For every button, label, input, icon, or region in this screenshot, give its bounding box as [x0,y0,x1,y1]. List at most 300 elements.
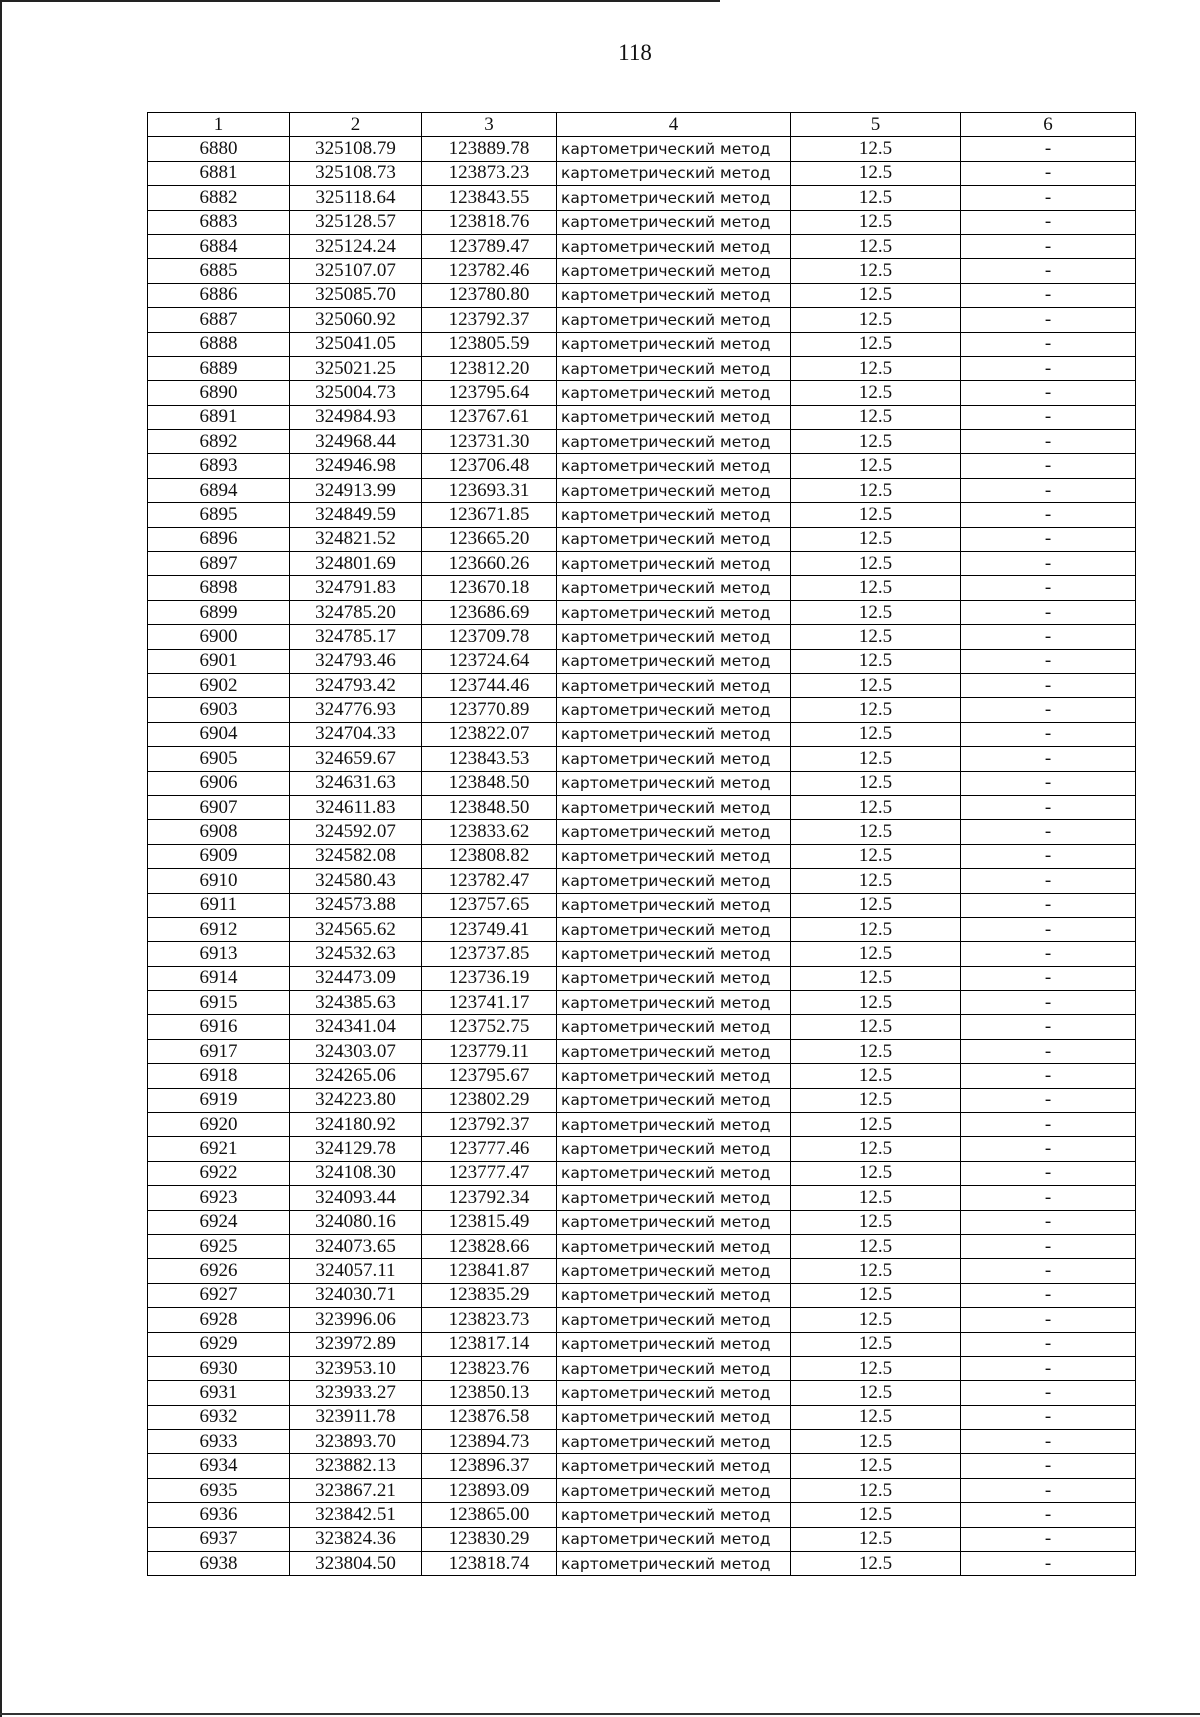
x-coordinate-cell: 325021.25 [290,356,422,380]
y-coordinate-cell: 123896.37 [422,1454,557,1478]
note-cell: - [961,820,1136,844]
accuracy-cell: 12.5 [791,552,961,576]
note-cell: - [961,1064,1136,1088]
note-cell: - [961,1381,1136,1405]
point-number-cell: 6916 [148,1015,290,1039]
accuracy-cell: 12.5 [791,917,961,941]
y-coordinate-cell: 123830.29 [422,1527,557,1551]
point-number-cell: 6905 [148,747,290,771]
accuracy-cell: 12.5 [791,942,961,966]
method-cell: картометрический метод [557,137,791,161]
x-coordinate-cell: 324611.83 [290,795,422,819]
point-number-cell: 6908 [148,820,290,844]
point-number-cell: 6889 [148,356,290,380]
table-row [148,454,1136,478]
table-row [148,1259,1136,1283]
y-coordinate-cell: 123841.87 [422,1259,557,1283]
method-cell: картометрический метод [557,820,791,844]
y-coordinate-cell: 123724.64 [422,649,557,673]
accuracy-cell: 12.5 [791,1137,961,1161]
y-coordinate-cell: 123777.46 [422,1137,557,1161]
method-cell: картометрический метод [557,1210,791,1234]
y-coordinate-cell: 123782.46 [422,259,557,283]
accuracy-cell: 12.5 [791,1161,961,1185]
method-cell: картометрический метод [557,1454,791,1478]
y-coordinate-cell: 123865.00 [422,1503,557,1527]
table-row [148,869,1136,893]
table-row [148,527,1136,551]
note-cell: - [961,1161,1136,1185]
x-coordinate-cell: 325124.24 [290,234,422,258]
x-coordinate-cell: 323867.21 [290,1478,422,1502]
accuracy-cell: 12.5 [791,1259,961,1283]
y-coordinate-cell: 123822.07 [422,722,557,746]
table-row [148,552,1136,576]
x-coordinate-cell: 325041.05 [290,332,422,356]
note-cell: - [961,771,1136,795]
accuracy-cell: 12.5 [791,771,961,795]
method-cell: картометрический метод [557,405,791,429]
x-coordinate-cell: 324793.46 [290,649,422,673]
accuracy-cell: 12.5 [791,161,961,185]
y-coordinate-cell: 123780.80 [422,283,557,307]
point-number-cell: 6937 [148,1527,290,1551]
point-number-cell: 6918 [148,1064,290,1088]
accuracy-cell: 12.5 [791,820,961,844]
method-cell: картометрический метод [557,1039,791,1063]
accuracy-cell: 12.5 [791,600,961,624]
y-coordinate-cell: 123833.62 [422,820,557,844]
x-coordinate-cell: 324057.11 [290,1259,422,1283]
point-number-cell: 6929 [148,1332,290,1356]
method-cell: картометрический метод [557,966,791,990]
table-row [148,1356,1136,1380]
y-coordinate-cell: 123889.78 [422,137,557,161]
x-coordinate-cell: 324968.44 [290,430,422,454]
method-cell: картометрический метод [557,869,791,893]
method-cell: картометрический метод [557,1332,791,1356]
column-header-1: 1 [148,113,290,137]
method-cell: картометрический метод [557,552,791,576]
method-cell: картометрический метод [557,1381,791,1405]
point-number-cell: 6887 [148,308,290,332]
y-coordinate-cell: 123709.78 [422,625,557,649]
note-cell: - [961,527,1136,551]
point-number-cell: 6900 [148,625,290,649]
note-cell: - [961,161,1136,185]
note-cell: - [961,283,1136,307]
x-coordinate-cell: 325085.70 [290,283,422,307]
y-coordinate-cell: 123767.61 [422,405,557,429]
point-number-cell: 6936 [148,1503,290,1527]
method-cell: картометрический метод [557,844,791,868]
accuracy-cell: 12.5 [791,698,961,722]
table-row [148,1113,1136,1137]
method-cell: картометрический метод [557,795,791,819]
method-cell: картометрический метод [557,1137,791,1161]
y-coordinate-cell: 123815.49 [422,1210,557,1234]
accuracy-cell: 12.5 [791,1015,961,1039]
table-row [148,381,1136,405]
x-coordinate-cell: 324303.07 [290,1039,422,1063]
note-cell: - [961,698,1136,722]
accuracy-cell: 12.5 [791,893,961,917]
note-cell: - [961,893,1136,917]
note-cell: - [961,381,1136,405]
y-coordinate-cell: 123812.20 [422,356,557,380]
x-coordinate-cell: 324821.52 [290,527,422,551]
x-coordinate-cell: 325060.92 [290,308,422,332]
y-coordinate-cell: 123850.13 [422,1381,557,1405]
table-row [148,673,1136,697]
method-cell: картометрический метод [557,308,791,332]
accuracy-cell: 12.5 [791,576,961,600]
point-number-cell: 6933 [148,1430,290,1454]
y-coordinate-cell: 123848.50 [422,771,557,795]
method-cell: картометрический метод [557,1234,791,1258]
note-cell: - [961,942,1136,966]
x-coordinate-cell: 325108.73 [290,161,422,185]
table-row [148,1137,1136,1161]
accuracy-cell: 12.5 [791,1356,961,1380]
table-row [148,1478,1136,1502]
column-header-2: 2 [290,113,422,137]
point-number-cell: 6912 [148,917,290,941]
x-coordinate-cell: 325107.07 [290,259,422,283]
table-row [148,1527,1136,1551]
y-coordinate-cell: 123808.82 [422,844,557,868]
table-row [148,405,1136,429]
y-coordinate-cell: 123749.41 [422,917,557,941]
y-coordinate-cell: 123817.14 [422,1332,557,1356]
note-cell: - [961,991,1136,1015]
method-cell: картометрический метод [557,600,791,624]
point-number-cell: 6914 [148,966,290,990]
note-cell: - [961,1478,1136,1502]
method-cell: картометрический метод [557,381,791,405]
accuracy-cell: 12.5 [791,1088,961,1112]
scan-border-top [0,0,720,2]
coordinates-table [147,112,1136,1576]
accuracy-cell: 12.5 [791,1503,961,1527]
x-coordinate-cell: 324631.63 [290,771,422,795]
method-cell: картометрический метод [557,747,791,771]
note-cell: - [961,869,1136,893]
method-cell: картометрический метод [557,234,791,258]
table-row [148,186,1136,210]
y-coordinate-cell: 123744.46 [422,673,557,697]
note-cell: - [961,234,1136,258]
accuracy-cell: 12.5 [791,1552,961,1576]
y-coordinate-cell: 123795.67 [422,1064,557,1088]
note-cell: - [961,1039,1136,1063]
accuracy-cell: 12.5 [791,1064,961,1088]
point-number-cell: 6922 [148,1161,290,1185]
y-coordinate-cell: 123706.48 [422,454,557,478]
x-coordinate-cell: 324093.44 [290,1186,422,1210]
method-cell: картометрический метод [557,356,791,380]
note-cell: - [961,1283,1136,1307]
column-header-4: 4 [557,113,791,137]
method-cell: картометрический метод [557,1405,791,1429]
note-cell: - [961,844,1136,868]
table-row [148,210,1136,234]
page-number: 118 [618,40,652,65]
accuracy-cell: 12.5 [791,1039,961,1063]
x-coordinate-cell: 323933.27 [290,1381,422,1405]
point-number-cell: 6924 [148,1210,290,1234]
point-number-cell: 6909 [148,844,290,868]
accuracy-cell: 12.5 [791,1283,961,1307]
x-coordinate-cell: 325108.79 [290,137,422,161]
table-row [148,1454,1136,1478]
method-cell: картометрический метод [557,1064,791,1088]
point-number-cell: 6910 [148,869,290,893]
method-cell: картометрический метод [557,1161,791,1185]
x-coordinate-cell: 324659.67 [290,747,422,771]
accuracy-cell: 12.5 [791,1478,961,1502]
note-cell: - [961,966,1136,990]
x-coordinate-cell: 324984.93 [290,405,422,429]
note-cell: - [961,1454,1136,1478]
point-number-cell: 6891 [148,405,290,429]
point-number-cell: 6931 [148,1381,290,1405]
method-cell: картометрический метод [557,210,791,234]
accuracy-cell: 12.5 [791,1234,961,1258]
note-cell: - [961,137,1136,161]
table-row [148,698,1136,722]
accuracy-cell: 12.5 [791,649,961,673]
accuracy-cell: 12.5 [791,869,961,893]
x-coordinate-cell: 324573.88 [290,893,422,917]
x-coordinate-cell: 323893.70 [290,1430,422,1454]
accuracy-cell: 12.5 [791,844,961,868]
x-coordinate-cell: 324565.62 [290,917,422,941]
table-row [148,600,1136,624]
table-row [148,649,1136,673]
accuracy-cell: 12.5 [791,1186,961,1210]
y-coordinate-cell: 123893.09 [422,1478,557,1502]
note-cell: - [961,1137,1136,1161]
y-coordinate-cell: 123789.47 [422,234,557,258]
y-coordinate-cell: 123660.26 [422,552,557,576]
x-coordinate-cell: 324785.20 [290,600,422,624]
y-coordinate-cell: 123818.76 [422,210,557,234]
point-number-cell: 6928 [148,1308,290,1332]
table-row [148,1283,1136,1307]
x-coordinate-cell: 323996.06 [290,1308,422,1332]
x-coordinate-cell: 324108.30 [290,1161,422,1185]
table-row [148,625,1136,649]
y-coordinate-cell: 123792.37 [422,1113,557,1137]
method-cell: картометрический метод [557,1113,791,1137]
table-row [148,1186,1136,1210]
table-row [148,795,1136,819]
note-cell: - [961,576,1136,600]
y-coordinate-cell: 123693.31 [422,478,557,502]
y-coordinate-cell: 123792.37 [422,308,557,332]
accuracy-cell: 12.5 [791,527,961,551]
note-cell: - [961,1332,1136,1356]
y-coordinate-cell: 123805.59 [422,332,557,356]
method-cell: картометрический метод [557,673,791,697]
point-number-cell: 6902 [148,673,290,697]
table-row [148,430,1136,454]
table-header-row [148,113,1136,137]
scan-border-left [0,0,2,1717]
point-number-cell: 6888 [148,332,290,356]
method-cell: картометрический метод [557,186,791,210]
accuracy-cell: 12.5 [791,332,961,356]
accuracy-cell: 12.5 [791,1332,961,1356]
x-coordinate-cell: 323972.89 [290,1332,422,1356]
point-number-cell: 6938 [148,1552,290,1576]
accuracy-cell: 12.5 [791,1210,961,1234]
y-coordinate-cell: 123665.20 [422,527,557,551]
table-row [148,844,1136,868]
table-row [148,161,1136,185]
point-number-cell: 6926 [148,1259,290,1283]
y-coordinate-cell: 123777.47 [422,1161,557,1185]
y-coordinate-cell: 123873.23 [422,161,557,185]
point-number-cell: 6893 [148,454,290,478]
note-cell: - [961,1405,1136,1429]
method-cell: картометрический метод [557,1430,791,1454]
table-row [148,1430,1136,1454]
x-coordinate-cell: 324849.59 [290,503,422,527]
x-coordinate-cell: 324704.33 [290,722,422,746]
x-coordinate-cell: 325118.64 [290,186,422,210]
x-coordinate-cell: 323953.10 [290,1356,422,1380]
accuracy-cell: 12.5 [791,308,961,332]
note-cell: - [961,917,1136,941]
accuracy-cell: 12.5 [791,1381,961,1405]
table-row [148,332,1136,356]
point-number-cell: 6881 [148,161,290,185]
x-coordinate-cell: 323882.13 [290,1454,422,1478]
table-row [148,503,1136,527]
table-body [148,137,1136,1576]
point-number-cell: 6894 [148,478,290,502]
point-number-cell: 6899 [148,600,290,624]
accuracy-cell: 12.5 [791,454,961,478]
column-header-3: 3 [422,113,557,137]
x-coordinate-cell: 324791.83 [290,576,422,600]
method-cell: картометрический метод [557,1283,791,1307]
note-cell: - [961,405,1136,429]
y-coordinate-cell: 123818.74 [422,1552,557,1576]
y-coordinate-cell: 123782.47 [422,869,557,893]
method-cell: картометрический метод [557,722,791,746]
note-cell: - [961,308,1136,332]
accuracy-cell: 12.5 [791,795,961,819]
accuracy-cell: 12.5 [791,259,961,283]
table-row [148,1064,1136,1088]
method-cell: картометрический метод [557,1308,791,1332]
method-cell: картометрический метод [557,698,791,722]
table-row [148,1161,1136,1185]
accuracy-cell: 12.5 [791,186,961,210]
x-coordinate-cell: 324532.63 [290,942,422,966]
method-cell: картометрический метод [557,917,791,941]
y-coordinate-cell: 123828.66 [422,1234,557,1258]
method-cell: картометрический метод [557,942,791,966]
method-cell: картометрический метод [557,1356,791,1380]
y-coordinate-cell: 123823.73 [422,1308,557,1332]
x-coordinate-cell: 324129.78 [290,1137,422,1161]
accuracy-cell: 12.5 [791,503,961,527]
x-coordinate-cell: 324801.69 [290,552,422,576]
method-cell: картометрический метод [557,1527,791,1551]
y-coordinate-cell: 123779.11 [422,1039,557,1063]
note-cell: - [961,1430,1136,1454]
method-cell: картометрический метод [557,283,791,307]
accuracy-cell: 12.5 [791,356,961,380]
table-row [148,308,1136,332]
table-row [148,820,1136,844]
column-header-6: 6 [961,113,1136,137]
point-number-cell: 6930 [148,1356,290,1380]
table-row [148,917,1136,941]
accuracy-cell: 12.5 [791,625,961,649]
point-number-cell: 6890 [148,381,290,405]
method-cell: картометрический метод [557,576,791,600]
note-cell: - [961,186,1136,210]
table-row [148,283,1136,307]
method-cell: картометрический метод [557,527,791,551]
point-number-cell: 6882 [148,186,290,210]
x-coordinate-cell: 324473.09 [290,966,422,990]
method-cell: картометрический метод [557,1552,791,1576]
method-cell: картометрический метод [557,771,791,795]
accuracy-cell: 12.5 [791,673,961,697]
accuracy-cell: 12.5 [791,234,961,258]
y-coordinate-cell: 123731.30 [422,430,557,454]
x-coordinate-cell: 324030.71 [290,1283,422,1307]
x-coordinate-cell: 324180.92 [290,1113,422,1137]
method-cell: картометрический метод [557,1478,791,1502]
note-cell: - [961,1356,1136,1380]
method-cell: картометрический метод [557,478,791,502]
table-row [148,722,1136,746]
table-row [148,1552,1136,1576]
point-number-cell: 6896 [148,527,290,551]
accuracy-cell: 12.5 [791,747,961,771]
table-row [148,259,1136,283]
note-cell: - [961,722,1136,746]
note-cell: - [961,1015,1136,1039]
y-coordinate-cell: 123741.17 [422,991,557,1015]
table-row [148,942,1136,966]
x-coordinate-cell: 324793.42 [290,673,422,697]
point-number-cell: 6913 [148,942,290,966]
note-cell: - [961,673,1136,697]
note-cell: - [961,1552,1136,1576]
scan-border-bottom [0,1713,1200,1715]
table-row [148,1210,1136,1234]
x-coordinate-cell: 324265.06 [290,1064,422,1088]
y-coordinate-cell: 123752.75 [422,1015,557,1039]
y-coordinate-cell: 123770.89 [422,698,557,722]
x-coordinate-cell: 324592.07 [290,820,422,844]
note-cell: - [961,454,1136,478]
accuracy-cell: 12.5 [791,1405,961,1429]
note-cell: - [961,210,1136,234]
y-coordinate-cell: 123792.34 [422,1186,557,1210]
x-coordinate-cell: 324913.99 [290,478,422,502]
method-cell: картометрический метод [557,1259,791,1283]
y-coordinate-cell: 123843.53 [422,747,557,771]
